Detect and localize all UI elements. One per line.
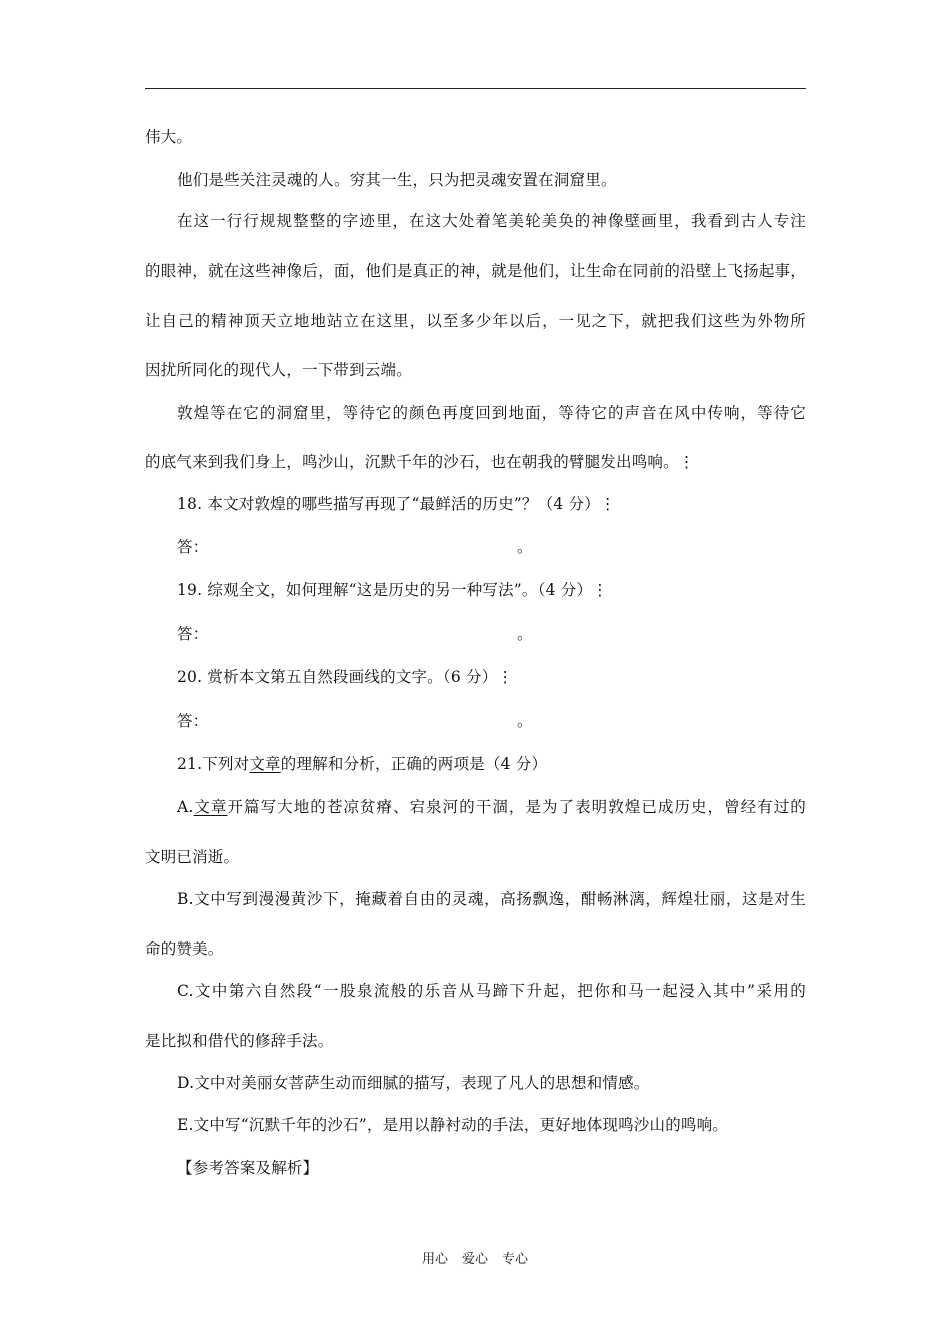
- option-a-rest: 开篇写大地的苍凉贫瘠、宕泉河的干涸，是为了表明敦煌已成历史，曾经有过的: [227, 798, 806, 816]
- option-d: D.文中对美丽女菩萨生动而细腻的描写，表现了凡人的思想和情感。: [177, 1074, 650, 1092]
- passage-line: 在这一行行规规整整的字迹里，在这大处着笔美轮美奂的神像壁画里，我看到古人专注: [177, 212, 806, 230]
- passage-line: 的眼神，就在这些神像后，面，他们是真正的神，就是他们，让生命在同前的沿壁上飞扬起事，: [145, 262, 806, 280]
- footer-item: 专心: [502, 1252, 529, 1267]
- option-a-line1: [177, 797, 806, 817]
- header-rule: [145, 88, 806, 89]
- option-a-underlined: 文章: [193, 798, 228, 816]
- answer-end: 。: [517, 712, 533, 730]
- answer-label: 答：: [177, 712, 209, 730]
- answers-heading: 【参考答案及解析】: [177, 1159, 319, 1177]
- option-b-line2: 命的赞美。: [145, 940, 224, 958]
- answer-end: 。: [517, 625, 533, 643]
- option-a-prefix: A.: [177, 798, 194, 816]
- answer-line-18: [177, 537, 806, 557]
- question-18: 18. 本文对敦煌的哪些描写再现了“最鲜活的历史”？（4 分）⋮: [177, 495, 616, 513]
- option-e: E.文中写“沉默千年的沙石”，是用以静衬动的手法，更好地体现鸣沙山的鸣响。: [177, 1116, 728, 1134]
- option-c-line2: 是比拟和借代的修辞手法。: [145, 1032, 334, 1050]
- question-19: 19. 综观全文，如何理解“这是历史的另一种写法”。（4 分）⋮: [177, 581, 608, 599]
- question-20: 20. 赏析本文第五自然段画线的文字。（6 分）⋮: [177, 668, 514, 686]
- option-c-line1: C.文中第六自然段“一股泉流般的乐音从马蹄下升起，把你和马一起浸入其中”采用的: [177, 982, 806, 1000]
- q21-prefix: 21.下列对: [177, 755, 250, 773]
- answer-line-19: [177, 624, 806, 644]
- passage-line: 他们是些关注灵魂的人。穷其一生，只为把灵魂安置在洞窟里。: [177, 171, 617, 189]
- passage-line: 的底气来到我们身上，鸣沙山，沉默千年的沙石，也在朝我的臂腿发出鸣响。⋮: [145, 453, 695, 471]
- q21-underlined: 文章: [249, 755, 281, 773]
- passage-line: 伟大。: [145, 128, 193, 146]
- passage-line: 敦煌等在它的洞窟里，等待它的颜色再度回到地面，等待它的声音在风中传响，等待它: [177, 404, 806, 422]
- passage-line: 因扰所同化的现代人，一下带到云端。: [145, 361, 412, 379]
- q21-suffix: 的理解和分析，正确的两项是（4 分）: [280, 755, 548, 773]
- question-21: [177, 754, 806, 774]
- answer-line-20: [177, 711, 806, 731]
- answer-label: 答：: [177, 538, 209, 556]
- passage-line: 让自己的精神顶天立地地站立在这里，以至多少年以后，一见之下，就把我们这些为外物所: [145, 312, 806, 330]
- footer-item: 爱心: [461, 1252, 488, 1267]
- page-footer: [0, 1251, 950, 1269]
- answer-label: 答：: [177, 625, 209, 643]
- option-b-line1: B.文中写到漫漫黄沙下，掩藏着自由的灵魂，高扬飘逸，酣畅淋漓，辉煌壮丽，这是对生: [177, 890, 806, 908]
- answer-end: 。: [517, 538, 533, 556]
- option-a-line2: 文明已消逝。: [145, 848, 240, 866]
- footer-item: 用心: [421, 1252, 448, 1267]
